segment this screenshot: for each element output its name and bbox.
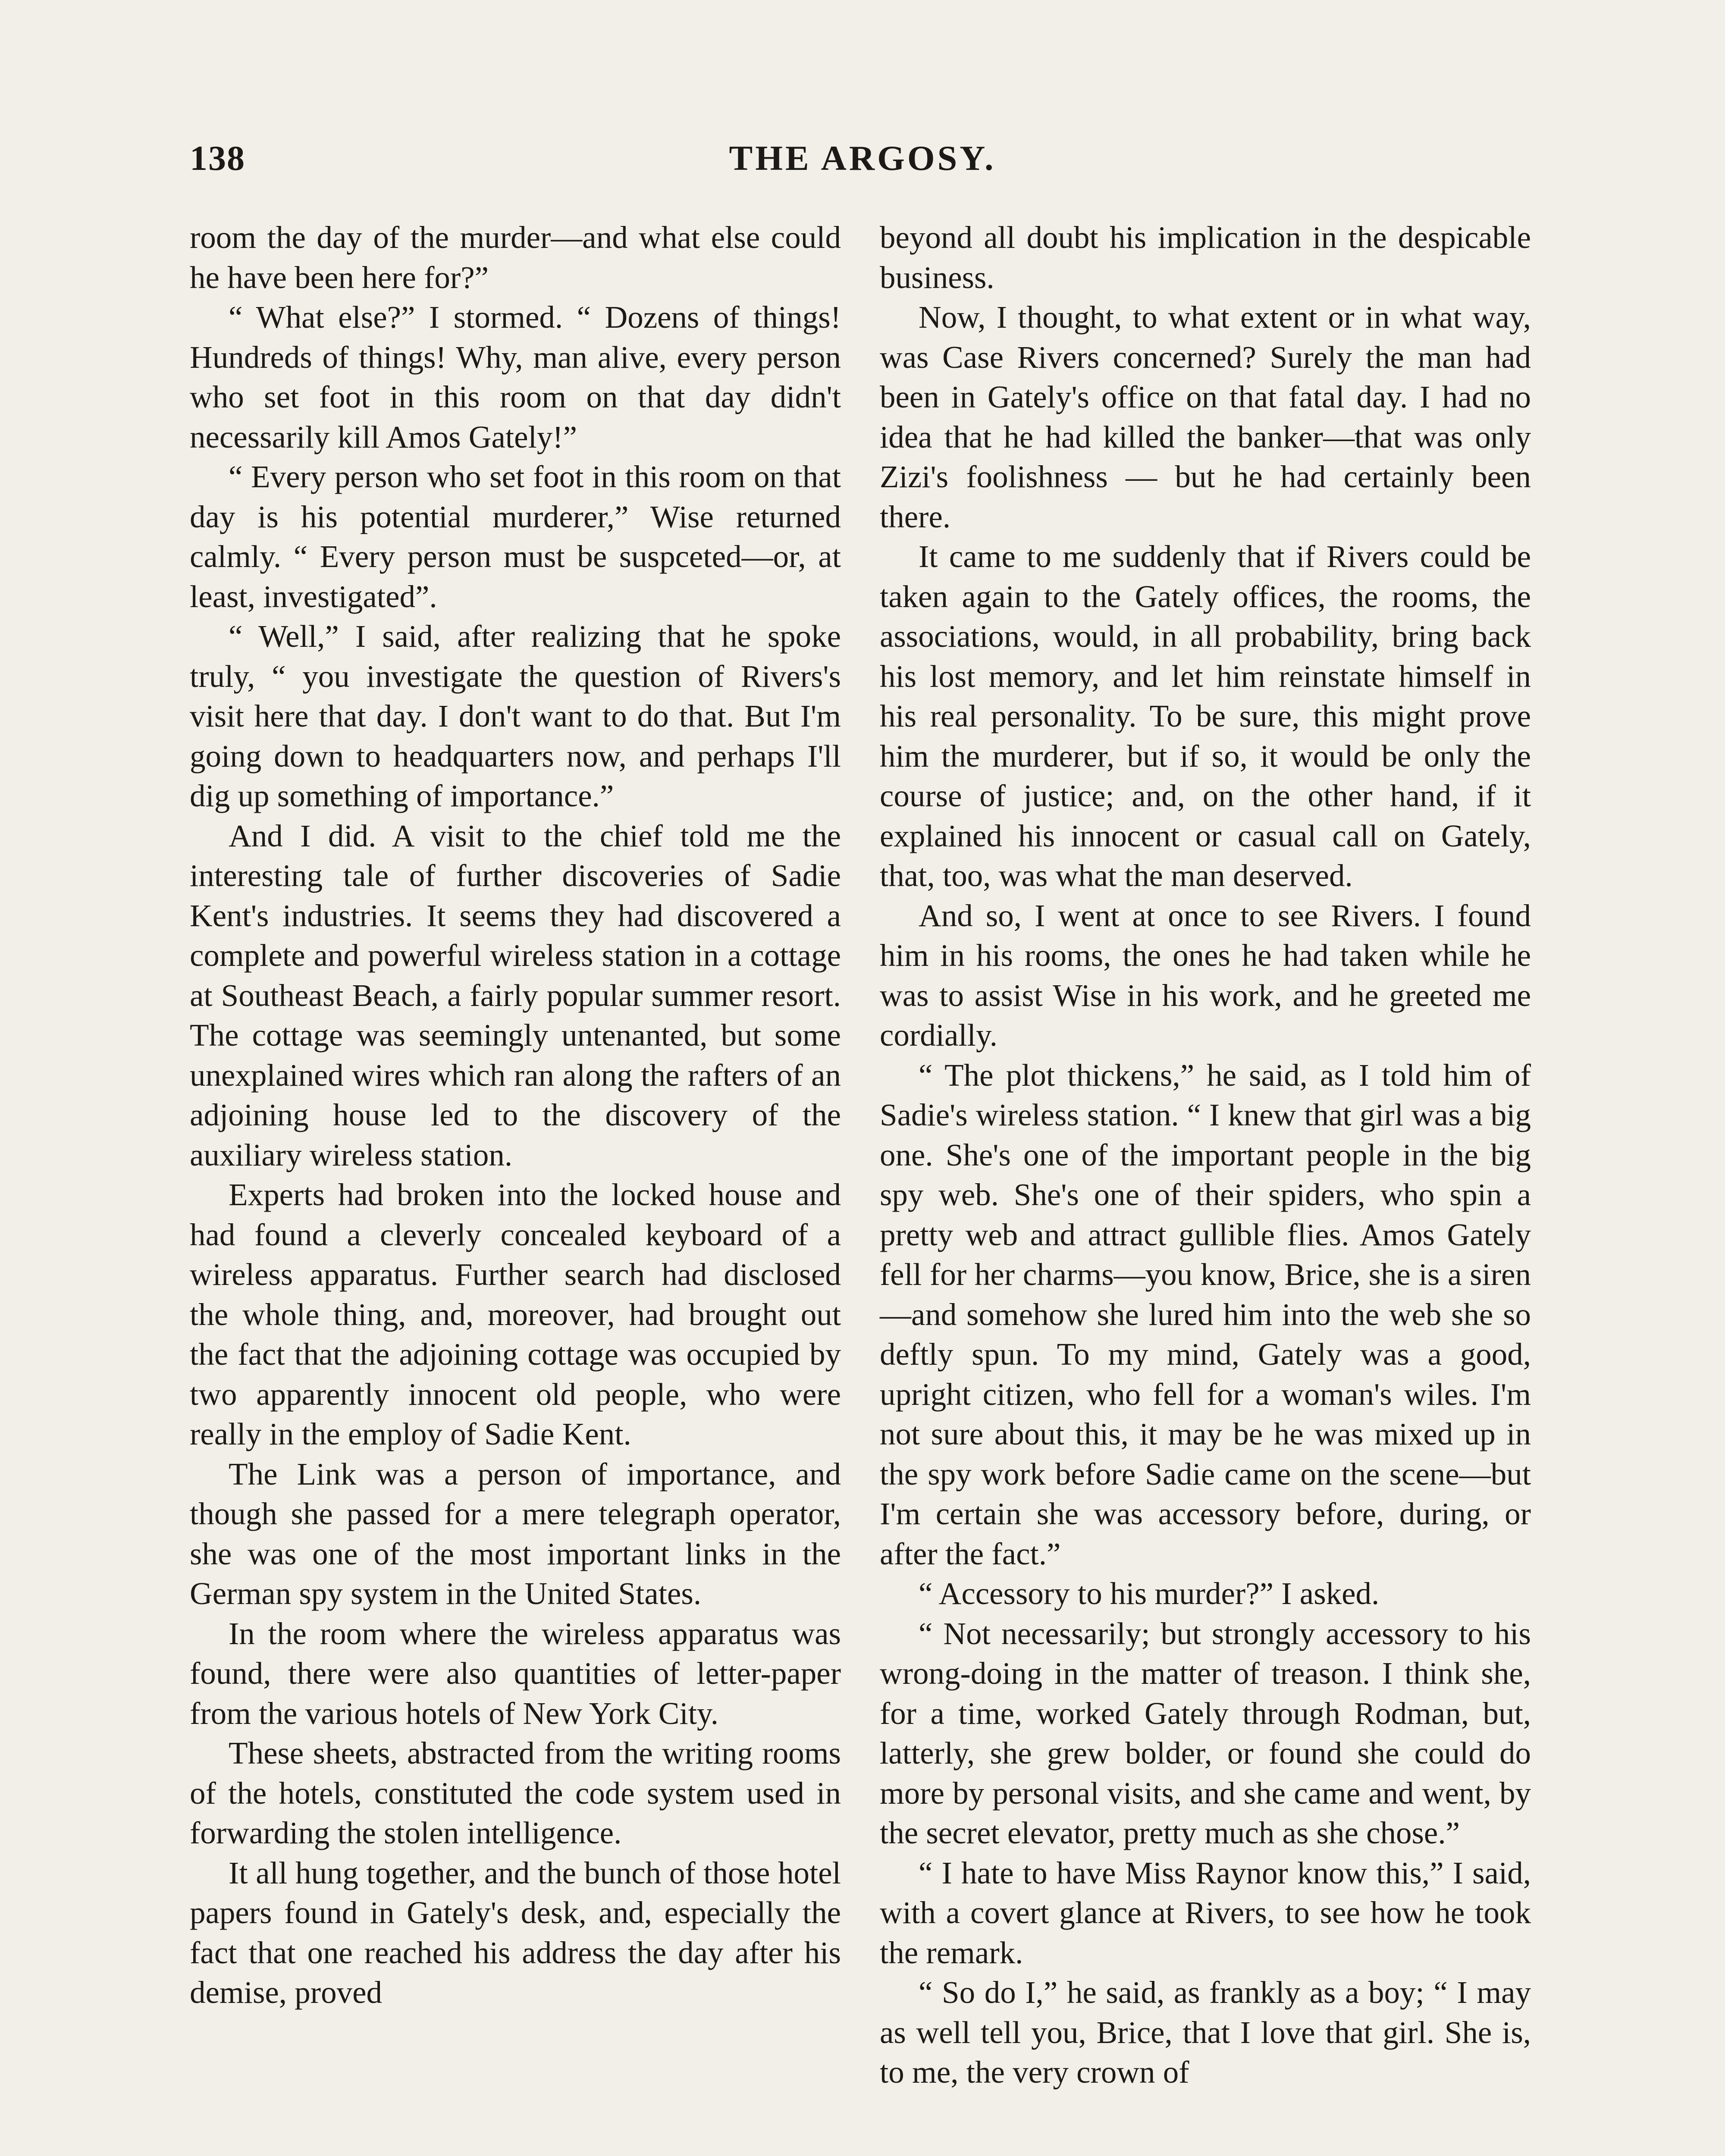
paragraph: room the day of the murder—and what else could he have been here for?”: [190, 220, 841, 295]
paragraph: “ What else?” I stormed. “ Dozens of things! Hundreds of things! Why, man alive, every person who set foot in this room on that day didn't necessarily kill Amos Gately!”: [190, 300, 841, 454]
paragraph: “ Every person who set foot in this room on that day is his potential murderer,” Wise returned calmly. “ Every person must be suspceted—or, at least, investigated”.: [190, 459, 841, 614]
paragraph: “ I hate to have Miss Raynor know this,” I said, with a covert glance at Rivers, to see how he took the remark.: [880, 1855, 1531, 1970]
paragraph: “ The plot thickens,” he said, as I told him of Sadie's wireless station. “ I knew that girl was a big one. She's one of the important people in the big spy web. She's one of their spiders, who spin a pretty web and attract gullible flies. Amos Gately fell for her charms—you know, Brice, she is a siren—and somehow she lured him into the web she so deftly spun. To my mind, Gately was a good, upright citizen, who fell for a woman's wiles. I'm not sure about this, it may be he was mixed up in the spy work before Sadie came on the scene—but I'm certain she was accessory before, during, or after the fact.”: [880, 1057, 1531, 1571]
paragraph: It came to me suddenly that if Rivers could be taken again to the Gately offices, the rooms, the associations, would, in all probability, bring back his lost memory, and let him reinstate himself in his real personality. To be sure, this might prove him the murderer, but if so, it would be only the course of justice; and, on the other hand, if it explained his innocent or casual call on Gately, that, too, was what the man deserved.: [880, 539, 1531, 893]
paragraph: Experts had broken into the locked house and had found a cleverly concealed keyboard of a wireless apparatus. Further search had disclosed the whole thing, and, moreover, had brought out the fact that the adjoining cottage was occupied by two apparently innocent old people, who were really in the employ of Sadie Kent.: [190, 1177, 841, 1451]
paragraph: Now, I thought, to what extent or in what way, was Case Rivers concerned? Surely the man had been in Gately's office on that fatal day. I had no idea that he had killed the banker—that was only Zizi's foolishness — but he had certainly been there.: [880, 300, 1531, 534]
page-header: [190, 138, 1535, 194]
left-column: [190, 218, 841, 2013]
paragraph: In the room where the wireless apparatus was found, there were also quantities of letter-paper from the various hotels of New York City.: [190, 1616, 841, 1731]
paragraph: “ Not necessarily; but strongly accessory to his wrong-doing in the matter of treason. I think she, for a time, worked Gately through Rodman, but, latterly, she grew bolder, or found she could do more by personal visits, and she came and went, by the secret elevator, pretty much as she chose.”: [880, 1616, 1531, 1850]
paragraph: The Link was a person of importance, and though she passed for a mere telegraph operator, she was one of the most important links in the German spy system in the United States.: [190, 1456, 841, 1611]
paragraph: “ Well,” I said, after realizing that he spoke truly, “ you investigate the question of Rivers's visit here that day. I don't want to do that. But I'm going down to headquarters now, and perhaps I'll dig up something of importance.”: [190, 619, 841, 813]
paragraph: And I did. A visit to the chief told me the interesting tale of further discoveries of Sadie Kent's industries. It seems they had discovered a complete and powerful wireless station in a cottage at Southeast Beach, a fairly popular summer resort. The cottage was seemingly untenanted, but some unexplained wires which ran along the rafters of an adjoining house led to the discovery of the auxiliary wireless station.: [190, 818, 841, 1172]
paragraph: beyond all doubt his implication in the despicable business.: [880, 220, 1531, 295]
paragraph: These sheets, abstracted from the writing rooms of the hotels, constituted the code system used in forwarding the stolen intelligence.: [190, 1736, 841, 1850]
paragraph: “ Accessory to his murder?” I asked.: [919, 1576, 1380, 1611]
paragraph: “ So do I,” he said, as frankly as a boy; “ I may as well tell you, Brice, that I love that girl. She is, to me, the very crown of: [880, 1975, 1531, 2090]
paragraph: It all hung together, and the bunch of those hotel papers found in Gately's desk, and, especially the fact that one reached his address the day after his demise, proved: [190, 1855, 841, 2010]
paragraph: And so, I went at once to see Rivers. I found him in his rooms, the ones he had taken while he was to assist Wise in his work, and he greeted me cordially.: [880, 898, 1531, 1053]
page-number: 138: [190, 138, 245, 178]
running-head: THE ARGOSY.: [729, 138, 996, 178]
right-column: [880, 218, 1531, 2093]
